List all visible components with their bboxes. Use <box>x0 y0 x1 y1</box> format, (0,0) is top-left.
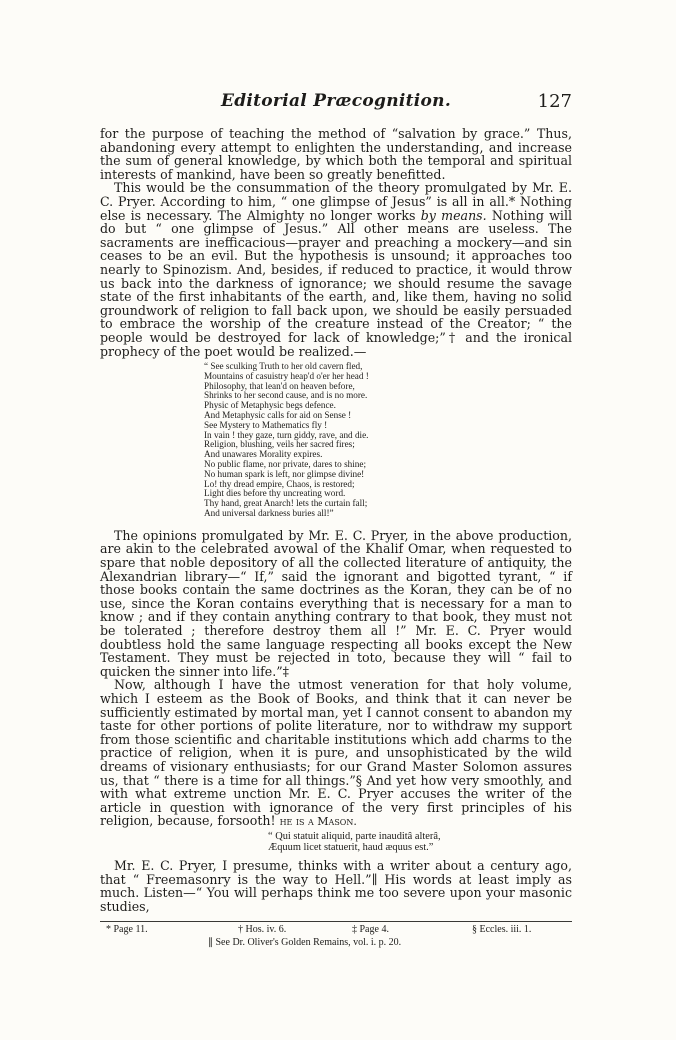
paragraph-4 <box>100 678 572 829</box>
footnote-5: ∥ See Dr. Oliver's Golden Remains, vol. i. p. 20. <box>208 936 402 948</box>
verse-line: No public flame, nor private, dares to shine; <box>204 459 367 470</box>
verse-line: See Mystery to Mathematics fly ! <box>204 419 328 430</box>
verse-line: Philosophy, that lean'd on heaven before, <box>204 380 355 391</box>
footnote-3: ‡ Page 4. <box>352 924 389 935</box>
verse-line: In vain ! they gaze, turn giddy, rave, and die. <box>204 429 369 440</box>
verse-line: Light dies before thy uncreating word. <box>204 488 346 499</box>
verse-line: And unawares Morality expires. <box>204 449 323 460</box>
page-number: 127 <box>537 91 572 112</box>
latin-line: “ Qui statuit aliquid, parte inauditâ alterâ, <box>268 830 441 842</box>
paragraph-5: Mr. E. C. Pryer, I presume, thinks with a writer about a century ago, that “ Freemasonry is the way to Hell.”∥ His words at least imply as much. Listen—“ You will perhaps think me too severe upon your masonic studies, <box>100 857 572 914</box>
footnote-row <box>100 924 572 937</box>
verse-line: Thy hand, great Anarch! lets the curtain fall; <box>204 498 368 509</box>
verse-line: And Metaphysic calls for aid on Sense ! <box>204 410 352 421</box>
verse-line: And universal darkness buries all!” <box>204 508 334 519</box>
paragraph-3: The opinions promulgated by Mr. E. C. Pryer, in the above production, are akin to the celebrated avowal of the Khalif Omar, when requested to spare that noble depository of all the collected literature of antiquity, the Alexandrian library—“ If,” said the ignorant and bigotted tyrant, “ if those books contain the same doctrines as the Koran, they can be of no use, since the Koran contains everything that is necessary for a man to know ; and if they contain anything contrary to that book, they must not be tolerated ; therefore destroy them all !” Mr. E. C. Pryer would doubtless hold the same language respecting all books except the New Testament. They must be rejected in toto, because they will “ fail to quicken the sinner into life.”‡ <box>100 527 572 679</box>
footnote-2: † Hos. iv. 6. <box>238 924 287 935</box>
poem-quotation <box>204 362 572 519</box>
running-head <box>100 91 572 115</box>
footnote-row <box>100 937 572 950</box>
latin-quotation <box>268 831 572 853</box>
verse-line: Physic of Metaphysic begs defence. <box>204 400 336 411</box>
footnotes <box>100 924 572 949</box>
paragraph-4-text: Now, although I have the utmost veneration for that holy volume, which I esteem as the Book of Books, and think that it can never be sufficiently estimated by mortal man, yet I cannot consent to abandon my taste for other portions of polite literature, nor to withdraw my support from those scientific and charitable institutions which add charms to the practice of religion, when it is pure, and unsophisticated by the wild dreams of visionary enthusiasts; for our Grand Master Solomon assures us, that “ there is a time for all things.”§ And yet how very smoothly, and with what extreme unction Mr. E. C. Pryer accuses the writer of the article in question with ignorance of the very first principles of his religion, because, forsooth! <box>100 677 572 829</box>
verse-line: No human spark is left, nor glimpse divine! <box>204 468 365 479</box>
paragraph-2 <box>100 181 572 358</box>
body-text <box>100 127 572 913</box>
paragraph-1: for the purpose of teaching the method of “salvation by grace.” Thus, abandoning every attempt to enlighten the understanding, and increase the sum of general knowledge, by which both the temporal and spiritual interests of mankind, have been so greatly benefitted. <box>100 126 572 182</box>
verse-line: Mountains of casuistry heap'd o'er her head ! <box>204 370 369 381</box>
footnote-divider <box>100 921 572 922</box>
verse-line: Religion, blushing, veils her sacred fires; <box>204 439 355 450</box>
paragraph-2-emphasis: by means. <box>420 207 487 223</box>
paragraph-4-small-caps: he is a Mason. <box>279 815 357 829</box>
footnote-4: § Eccles. iii. 1. <box>472 924 532 935</box>
verse-line: Lo! thy dread empire, Chaos, is restored; <box>204 478 355 489</box>
verse-line: “ See sculking Truth to her old cavern fled, <box>204 361 363 372</box>
footnote-1: * Page 11. <box>106 924 148 935</box>
verse-line: Shrinks to her second cause, and is no more. <box>204 390 368 401</box>
latin-line: Æquum licet statuerit, haud æquus est.” <box>268 841 434 853</box>
paragraph-2-part-b: Nothing will do but “ one glimpse of Jesus.” All other means are useless. The sacraments are inefficacious—prayer and preaching a mockery—and sin ceases to be an evil. But the hypothesis is unsound; it approaches too nearly to Spinozism. And, besides, if reduced to practice, it would throw us back into the darkness of ignorance; we should resume the savage state of the first inhabitants of the earth, and, like them, having no solid groundwork of religion to fall back upon, we should be easily persuaded to embrace the worship of the creature instead of the Creator; “ the people would be destroyed for lack of knowledge;”† and the ironical prophecy of the poet would be realized.— <box>100 207 573 359</box>
running-title: Editorial Præcognition. <box>220 91 452 111</box>
paragraph-2-part-a: This would be the consummation of the theory promulgated by Mr. E. C. Pryer. According to him, “ one glimpse of Jesus” is all in all.* Nothing else is necessary. The Almighty no longer works <box>100 180 572 223</box>
